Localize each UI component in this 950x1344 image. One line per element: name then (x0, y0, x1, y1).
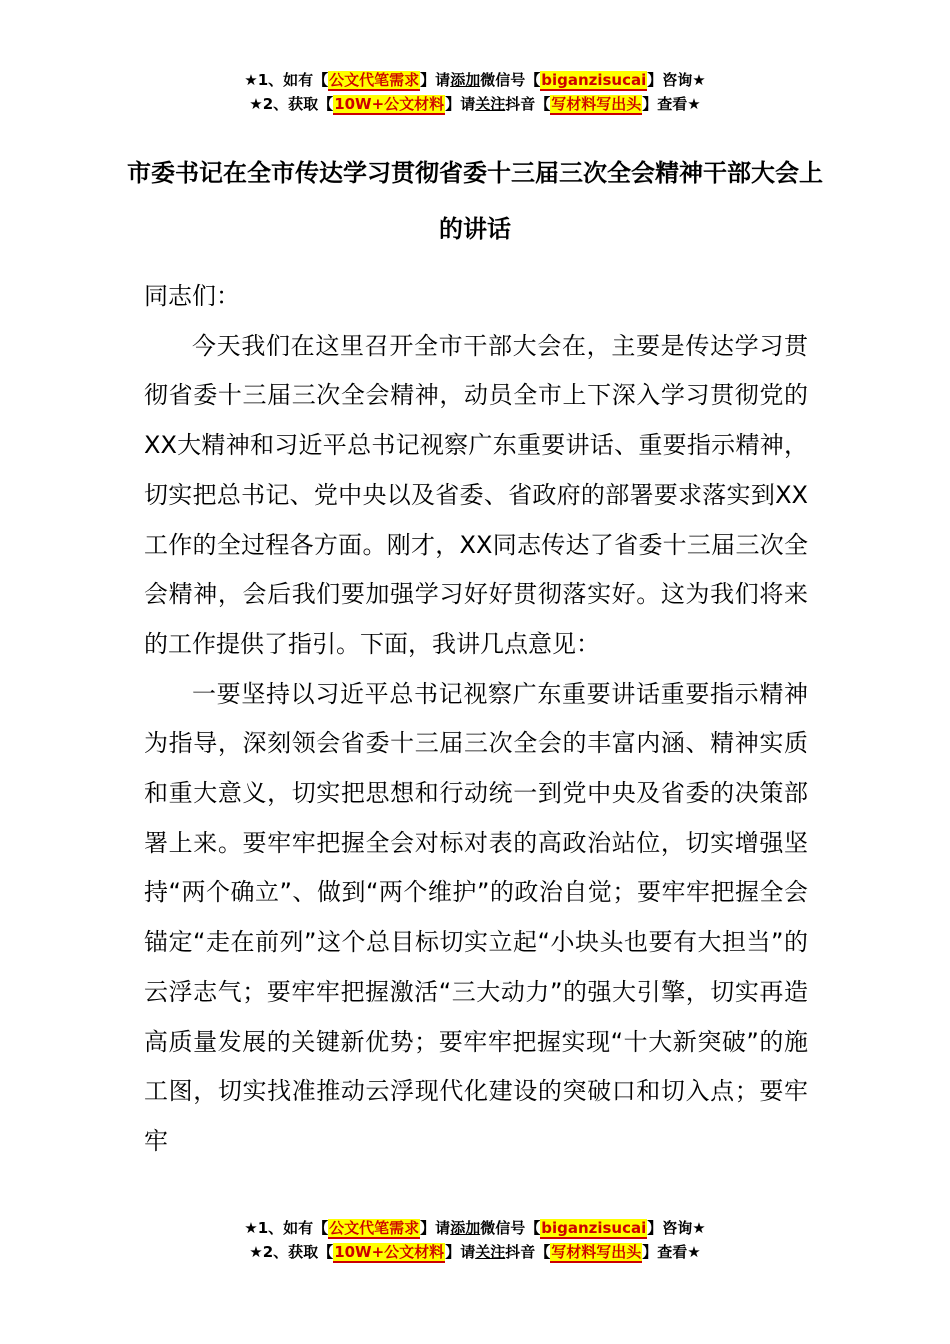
banner-text: 】请 (445, 95, 476, 113)
document-body (144, 272, 808, 1167)
banner-text: ★1、如有【 (244, 1219, 329, 1237)
banner-line-2 (0, 92, 950, 116)
banner-text: ★2、获取【 (249, 95, 334, 113)
salutation: 同志们： (144, 282, 240, 310)
banner-line-2 (0, 1240, 950, 1264)
banner-text: 微信号【 (480, 71, 541, 89)
banner-text: 】查看★ (642, 95, 701, 113)
banner-text: 抖音【 (505, 1243, 551, 1261)
banner-line-1 (0, 1216, 950, 1240)
banner-highlight: 公文代笔需求 (329, 71, 420, 89)
banner-highlight: 10W+公文材料 (334, 1243, 445, 1261)
banner-text: 】查看★ (642, 1243, 701, 1261)
body-paragraph: 今天我们在这里召开全市干部大会在，主要是传达学习贯彻省委十三届三次全会精神，动员全市上下深入学习贯彻党的XX大精神和习近平总书记视察广东重要讲话、重要指示精神，切实把总书记、党中央以及省委、省政府的部署要求落实到XX工作的全过程各方面。刚才，XX同志传达了省委十三届三次全会精神，会后我们要加强学习好好贯彻落实好。这为我们将来的工作提供了指引。下面，我讲几点意见： (144, 331, 808, 658)
banner-text: 】请 (420, 1219, 451, 1237)
banner-underlined: 添加 (450, 1219, 481, 1237)
header-banner (0, 68, 950, 116)
banner-underlined: 关注 (475, 1243, 506, 1261)
banner-text: 】咨询★ (647, 1219, 706, 1237)
banner-highlight: biganzisucai (541, 1219, 647, 1237)
banner-line-1 (0, 68, 950, 92)
banner-underlined: 关注 (475, 95, 506, 113)
banner-text: 】咨询★ (647, 71, 706, 89)
body-paragraph: 一要坚持以习近平总书记视察广东重要讲话重要指示精神为指导，深刻领会省委十三届三次全会的丰富内涵、精神实质和重大意义，切实把思想和行动统一到党中央及省委的决策部署上来。要牢牢把握全会对标对表的高政治站位，切实增强坚持“两个确立”、做到“两个维护”的政治自觉；要牢牢把握全会锚定“走在前列”这个总目标切实立起“小块头也要有大担当”的云浮志气；要牢牢把握激活“三大动力”的强大引擎，切实再造高质量发展的关键新优势；要牢牢把握实现“十大新突破”的施工图，切实找准推动云浮现代化建设的突破口和切入点；要牢牢 (144, 679, 808, 1155)
banner-text: ★2、获取【 (249, 1243, 334, 1261)
banner-highlight: 10W+公文材料 (334, 95, 445, 113)
banner-highlight: 公文代笔需求 (329, 1219, 420, 1237)
banner-highlight: 写材料写出头 (551, 1243, 642, 1261)
banner-text: ★1、如有【 (244, 71, 329, 89)
banner-text: 微信号【 (480, 1219, 541, 1237)
banner-text: 】请 (420, 71, 451, 89)
banner-text: 】请 (445, 1243, 476, 1261)
banner-highlight: 写材料写出头 (551, 95, 642, 113)
document-title: 市委书记在全市传达学习贯彻省委十三届三次全会精神干部大会上的讲话 (127, 159, 823, 243)
banner-text: 抖音【 (505, 95, 551, 113)
footer-banner (0, 1216, 950, 1264)
banner-underlined: 添加 (450, 71, 481, 89)
banner-highlight: biganzisucai (541, 71, 647, 89)
